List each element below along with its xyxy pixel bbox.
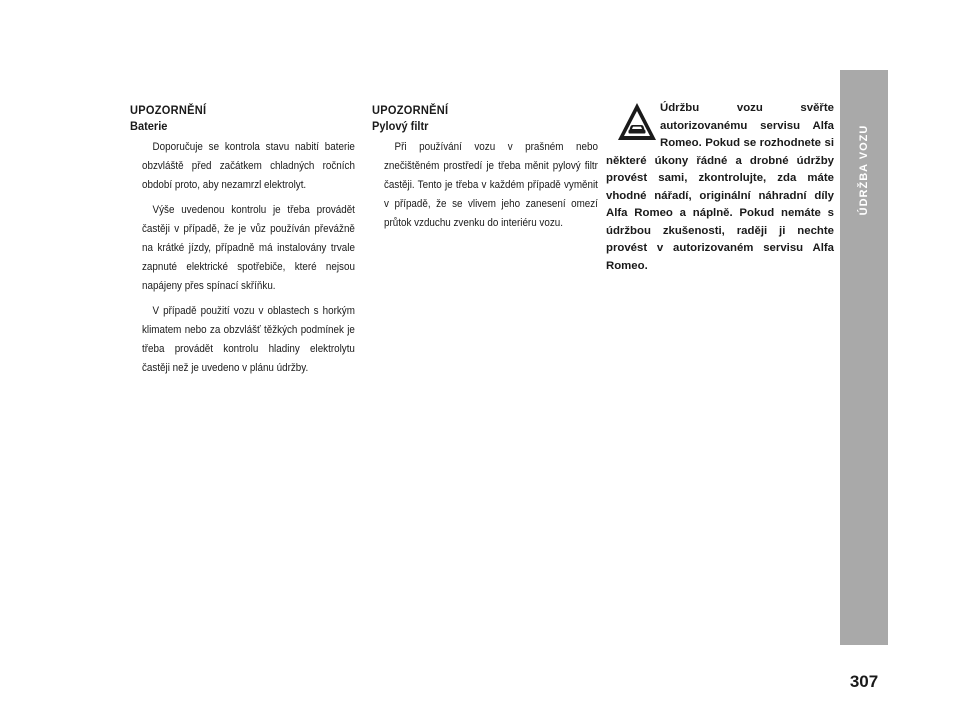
service-note-text: Údržbu vozu svěřte autorizovanému servisu Alfa Romeo. Pokud se rozhodnete si některé úkony řádné a drobné údržby provést sami, zkontrolujte, zda máte vhodné nářadí, originální náhradní díly Alfa Romeo a náplně. Pokud nemáte s údržbou zkušenosti, raději ji nechte provést v autorizovaném servisu Alfa Romeo. [606,102,834,272]
battery-warning-heading: UPOZORNĚNÍ [130,103,207,117]
car-warning-triangle-icon [616,100,658,144]
section-title: ÚDRŽBA VOZU [858,124,870,216]
page-number: 307 [849,672,879,691]
filter-warning-section [372,102,598,239]
battery-paragraph-1: Doporučuje se kontrola stavu nabití baterie obzvláště před začátkem chladných ročních období proto, aby nezamrzl elektrolyt. [142,141,355,191]
battery-warning-subheading: Baterie [130,119,168,133]
service-note-box [606,100,834,275]
battery-warning-section [130,102,355,384]
section-tab [840,70,888,270]
side-band [840,70,888,691]
battery-paragraph-3: V případě použití vozu v oblastech s horkým klimatem nebo za obzvlášť těžkých podmínek je třeba provádět kontrolu hladiny elektrolytu častěji než je uvedeno v plánu údržby. [142,305,355,374]
battery-paragraph-2: Výše uvedenou kontrolu je třeba provádět častěji v případě, že je vůz používán převážně na krátké jízdy, případně má instalovány trvale zapnuté elektrické spotřebiče, které nejsou napájeny přes spínací skříňku. [142,204,355,292]
filter-paragraph-1: Při používání vozu v prašném nebo znečištěném prostředí je třeba měnit pylový filtr častěji. Tento je třeba v každém případě vyměnit v případě, že se vlivem jeho zanesení omezí průtok vzduchu zvenku do interiéru vozu. [384,141,598,229]
filter-warning-subheading: Pylový filtr [372,119,429,133]
filter-warning-heading: UPOZORNĚNÍ [372,103,449,117]
